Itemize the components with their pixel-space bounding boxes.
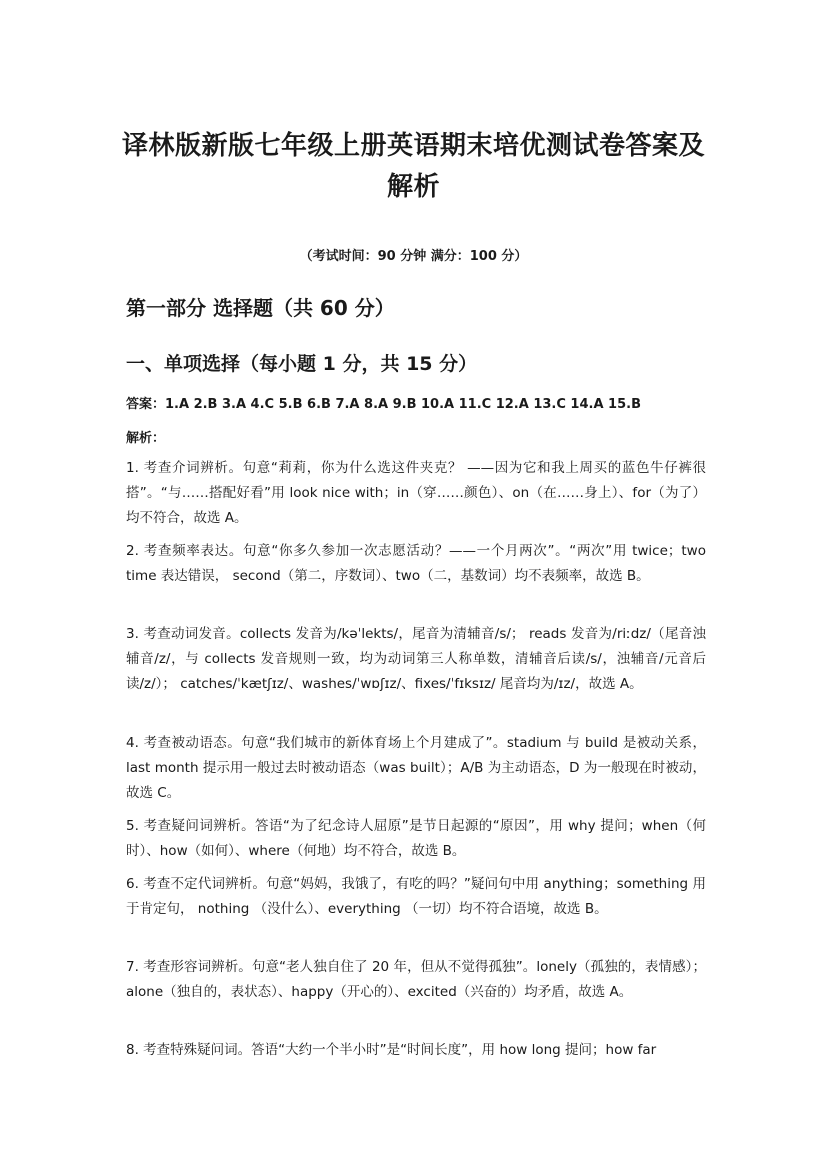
analysis-item-2: 2. 考查频率表达。句意“你多久参加一次志愿活动？——一个月两次”。“两次”用 twice；two time 表达错误， second（第二，序数词）、two（二，基数词）均不表频率，故选 B。 [126,543,706,584]
analysis-item-7: 7. 考查形容词辨析。句意“老人独自住了 20 年，但从不觉得孤独”。lonely（孤独的，表情感）；alone（独自的，表状态）、happy（开心的）、excited（兴奋的）均矛盾，故选 A。 [126,959,706,1000]
analysis-item-8: 8. 考查特殊疑问词。答语“大约一个半小时”是“时间长度”，用 how long 提问；how far [126,1042,657,1058]
analysis-item-4: 4. 考查被动语态。句意“我们城市的新体育场上个月建成了”。stadium 与 build 是被动关系，last month 提示用一般过去时被动语态（was built）；A/B 为主动语态，D 为一般现在时被动，故选 C。 [126,735,706,801]
analysis-item-6: 6. 考查不定代词辨析。句意“妈妈，我饿了，有吃的吗？”疑问句中用 anything；something 用于肯定句， nothing （没什么）、everything （一切）均不符合语境，故选 B。 [126,876,706,917]
analysis-item-1: 1. 考查介词辨析。句意“莉莉，你为什么选这件夹克？ ——因为它和我上周买的蓝色牛仔裤很搭”。“与……搭配好看”用 look nice with；in（穿……颜色）、on（在……身上）、for（为了）均不符合，故选 A。 [126,460,706,526]
analysis-item-3: 3. 考查动词发音。collects 发音为/kəˈlekts/，尾音为清辅音/s/； reads 发音为/riːdz/（尾音浊辅音/z/，与 collects 发音规则一致，均为动词第三人称单数，清辅音后读/s/，浊辅音/元音后读/z/）； catches/ˈkætʃɪz/、washes/ˈwɒʃɪz/、fixes/ˈfɪksɪz/ 尾音均为/ɪz/，故选 A。 [126,626,706,692]
exam-info: （考试时间：90 分钟 满分：100 分） [299,249,528,264]
analysis-label: 解析： [126,431,166,446]
document-title: 译林版新版七年级上册英语期末培优测试卷答案及解析 [121,131,705,202]
answer-key: 答案：1.A 2.B 3.A 4.C 5.B 6.B 7.A 8.A 9.B 10.A 11.C 12.A 13.C 14.A 15.B [126,397,641,412]
section-heading: 一、单项选择（每小题 1 分，共 15 分） [126,353,478,375]
part-heading: 第一部分 选择题（共 60 分） [126,296,395,320]
analysis-item-5: 5. 考查疑问词辨析。答语“为了纪念诗人屈原”是节日起源的“原因”，用 why 提问；when（何时）、how（如何）、where（何地）均不符合，故选 B。 [126,818,706,859]
